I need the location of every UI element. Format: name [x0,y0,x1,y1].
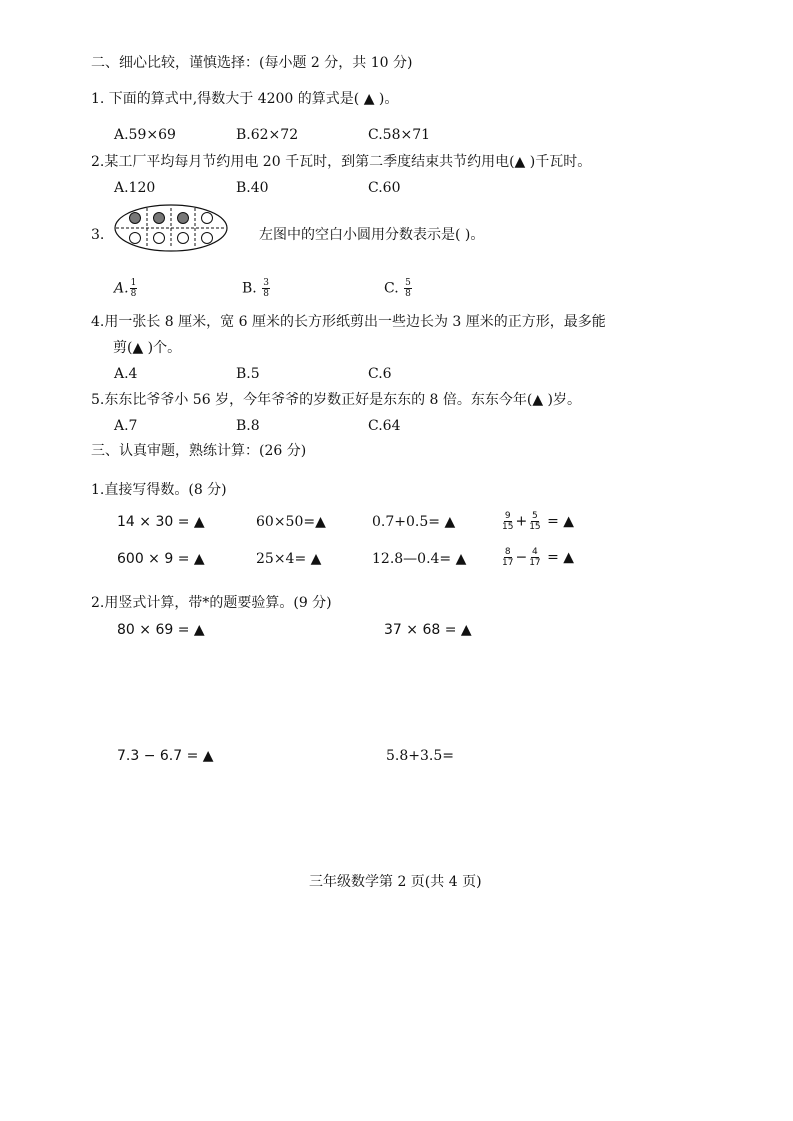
filled-circle [130,213,141,224]
page-footer: 三年级数学第 2 页(共 4 页) [309,874,482,890]
vertical-calc-1: 80 × 69 = ▲ [117,622,205,638]
fraction [528,547,541,568]
p1-title: 1.直接写得数。(8 分) [91,482,227,498]
section2-heading: 二、细心比较，谨慎选择：(每小题 2 分，共 10 分) [91,55,413,71]
calc-r2c3: 12.8—0.4= ▲ [372,551,467,567]
q2-option-b: B.40 [236,180,269,196]
q2-option-c: C.60 [368,180,401,196]
vertical-calc-2: 37 × 68 = ▲ [384,622,472,638]
numerator: 9 [504,511,511,521]
filled-circle [154,213,165,224]
q3-option-a-label: A. [114,280,129,297]
denominator: 15 [529,522,541,532]
fraction [262,278,270,299]
calc-r1c2: 60×50=▲ [256,514,326,530]
q5-option-a: A.7 [114,418,138,434]
denominator: 15 [502,522,514,532]
empty-circle [178,233,189,244]
q3-number: 3. [91,227,105,243]
q4-text-line2: 剪(▲ )个。 [113,340,182,356]
denominator: 8 [263,289,269,299]
operator: + [515,513,528,530]
empty-circle [202,233,213,244]
q3-option-c [384,278,413,299]
equals-answer: = ▲ [542,513,575,530]
fraction [130,278,138,299]
calc-r1c4 [500,511,574,532]
calc-r2c4 [500,547,574,568]
q4-text-line1: 4.用一张长 8 厘米，宽 6 厘米的长方形纸剪出一些边长为 3 厘米的正方形，最多能 [91,314,606,330]
q3-option-b [242,278,271,299]
q1-option-c: C.58×71 [368,127,431,143]
numerator: 4 [532,547,538,557]
denominator: 8 [130,289,137,299]
fraction [528,511,541,532]
section3-heading: 三、认真审题，熟练计算：(26 分) [91,443,307,459]
numerator: 1 [130,278,137,288]
empty-circle [154,233,165,244]
q5-option-b: B.8 [236,418,260,434]
denominator: 17 [502,558,514,568]
filled-circle [178,213,189,224]
q4-option-b: B.5 [236,366,260,382]
q5-option-c: C.64 [368,418,401,434]
denominator: 17 [529,558,541,568]
q3-option-a [114,278,138,299]
q3-circle-figure [112,203,230,253]
q1-text: 1. 下面的算式中,得数大于 4200 的算式是( ▲ )。 [91,91,399,107]
numerator: 3 [263,278,269,288]
empty-circle [202,213,213,224]
q3-option-b-label: B. [242,280,257,297]
numerator: 5 [405,278,411,288]
q5-text: 5.东东比爷爷小 56 岁，今年爷爷的岁数正好是东东的 8 倍。东东今年(▲ )岁。 [91,392,582,408]
denominator: 8 [405,289,411,299]
p2-title: 2.用竖式计算，带*的题要验算。(9 分) [91,595,332,611]
fraction [501,547,514,568]
q1-option-b: B.62×72 [236,127,299,143]
q4-option-a: A.4 [114,366,138,382]
q2-option-a: A.120 [114,180,156,196]
fraction [501,511,514,532]
operator: − [515,549,528,566]
q1-option-a: A.59×69 [114,127,176,143]
numerator: 8 [504,547,511,557]
calc-r2c1: 600 × 9 = ▲ [117,551,205,567]
numerator: 5 [532,511,538,521]
equals-answer: = ▲ [542,549,575,566]
calc-r1c1: 14 × 30 = ▲ [117,514,205,530]
vertical-calc-4: 5.8+3.5= [386,748,454,764]
q2-text: 2.某工厂平均每月节约用电 20 千瓦时，到第二季度结束共节约用电(▲ )千瓦时。 [91,154,592,170]
empty-circle [130,233,141,244]
calc-r1c3: 0.7+0.5= ▲ [372,514,456,530]
calc-r2c2: 25×4= ▲ [256,551,322,567]
q3-option-c-label: C. [384,280,399,297]
q3-text: 左图中的空白小圆用分数表示是( )。 [259,227,485,243]
q4-option-c: C.6 [368,366,392,382]
fraction [404,278,412,299]
vertical-calc-3: 7.3 − 6.7 = ▲ [117,748,214,764]
